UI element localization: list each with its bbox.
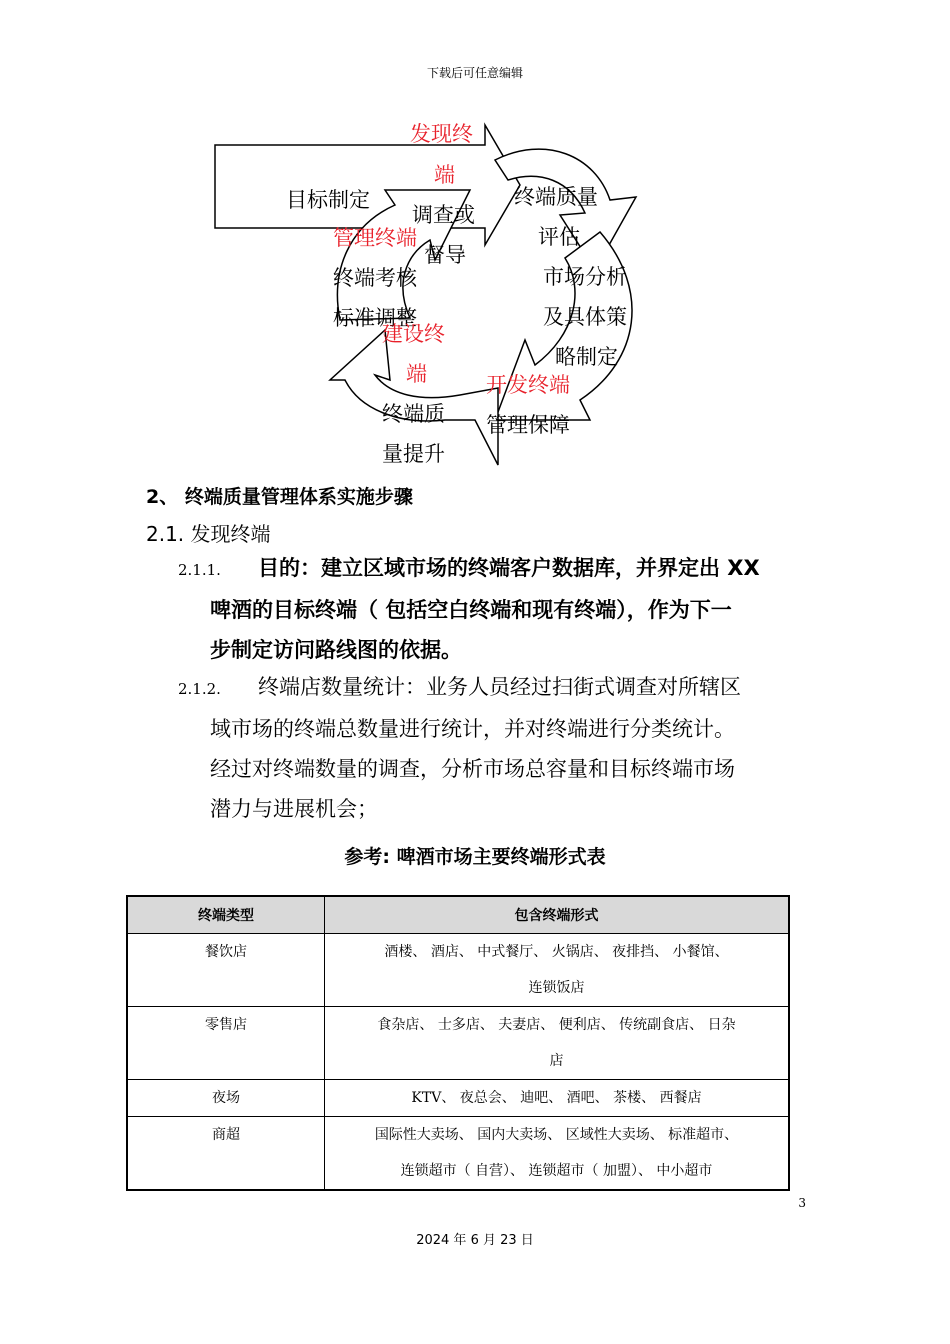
forms-line: 酒楼、 酒店、 中式餐厅、 火锅店、 夜排挡、 小餐馆、 <box>384 944 729 960</box>
forms-line: KTV、 夜总会、 迪吧、 酒吧、 茶楼、 西餐店 <box>411 1090 702 1106</box>
diagram-label-improve-1: 终端质 <box>382 402 445 426</box>
table-header-forms: 包含终端形式 <box>325 896 790 934</box>
page-number: 3 <box>798 1196 806 1210</box>
table-cell-forms <box>325 1117 790 1191</box>
table-row <box>127 1080 789 1117</box>
diagram-label-market-3: 略制定 <box>555 345 618 369</box>
table-cell-forms <box>325 934 790 1007</box>
table-row <box>127 1007 789 1080</box>
table-cell-type: 零售店 <box>127 1007 325 1080</box>
diagram-label-develop: 开发终端 <box>486 373 570 397</box>
table-header-row <box>127 896 789 934</box>
page-header: 下载后可任意编辑 <box>426 66 523 80</box>
diagram-label-manage: 管理终端 <box>333 226 417 250</box>
diagram-label-guarantee: 管理保障 <box>486 413 570 437</box>
table-cell-type: 餐饮店 <box>127 934 325 1007</box>
subsection-heading: 2.1. 发现终端 <box>146 522 271 546</box>
paragraph-line: 潜力与进展机会； <box>210 797 378 821</box>
diagram-label-build-1: 建设终 <box>382 322 445 346</box>
diagram-label-market-1: 市场分析 <box>543 265 627 289</box>
table-row <box>127 934 789 1007</box>
forms-line: 连锁超市（ 自营）、 连锁超市（ 加盟）、 中小超市 <box>400 1163 713 1179</box>
table-cell-forms <box>325 1007 790 1080</box>
diagram-label-survey-1: 调查或 <box>412 203 475 227</box>
diagram-label-build-2: 端 <box>406 362 427 386</box>
table-cell-type: 夜场 <box>127 1080 325 1117</box>
paragraph-2-1-1 <box>178 548 818 670</box>
diagram-label-assess-1: 终端考核 <box>333 266 417 290</box>
table-cell-forms <box>325 1080 790 1117</box>
table-cell-type: 商超 <box>127 1117 325 1191</box>
paragraph-line: 域市场的终端总数量进行统计，并对终端进行分类统计。 <box>210 717 735 741</box>
diagram-label-goal: 目标制定 <box>286 188 370 212</box>
page-date: 2024 年 6 月 23 日 <box>416 1233 534 1248</box>
diagram-label-discover-1: 发现终 <box>410 122 473 146</box>
paragraph-line: 啤酒的目标终端（ 包括空白终端和现有终端），作为下一 <box>210 598 732 622</box>
diagram-label-quality-2: 评估 <box>538 225 580 249</box>
diagram-label-quality-1: 终端质量 <box>514 185 598 209</box>
diagram-label-improve-2: 量提升 <box>382 442 445 466</box>
table-header-type: 终端类型 <box>127 896 325 934</box>
diagram-label-assess-2: 标准调整 <box>333 306 417 330</box>
section-heading: 2、 终端质量管理体系实施步骤 <box>146 486 413 508</box>
paragraph-line: 步制定访问路线图的依据。 <box>210 638 462 662</box>
item-number: 2.1.2. <box>178 680 221 698</box>
terminal-forms-table <box>126 895 790 1191</box>
paragraph-2-1-2 <box>178 667 818 829</box>
paragraph-line: 经过对终端数量的调查，分析市场总容量和目标终端市场 <box>210 757 735 781</box>
forms-line: 店 <box>549 1053 564 1069</box>
table-caption: 参考: 啤酒市场主要终端形式表 <box>344 846 606 868</box>
diagram-label-discover-2: 端 <box>434 163 455 187</box>
paragraph-line: 目的：建立区域市场的终端客户数据库，并界定出 XX <box>258 556 760 580</box>
table-row <box>127 1117 789 1191</box>
diagram-label-market-2: 及具体策 <box>543 305 627 329</box>
forms-line: 国际性大卖场、 国内大卖场、 区域性大卖场、 标准超市、 <box>374 1127 739 1143</box>
forms-line: 连锁饭店 <box>528 980 585 996</box>
item-number: 2.1.1. <box>178 561 221 579</box>
diagram-label-survey-2: 督导 <box>424 243 466 267</box>
forms-line: 食杂店、 士多店、 夫妻店、 便利店、 传统副食店、 日杂 <box>377 1017 736 1033</box>
paragraph-line: 终端店数量统计：业务人员经过扫街式调查对所辖区 <box>258 675 741 699</box>
